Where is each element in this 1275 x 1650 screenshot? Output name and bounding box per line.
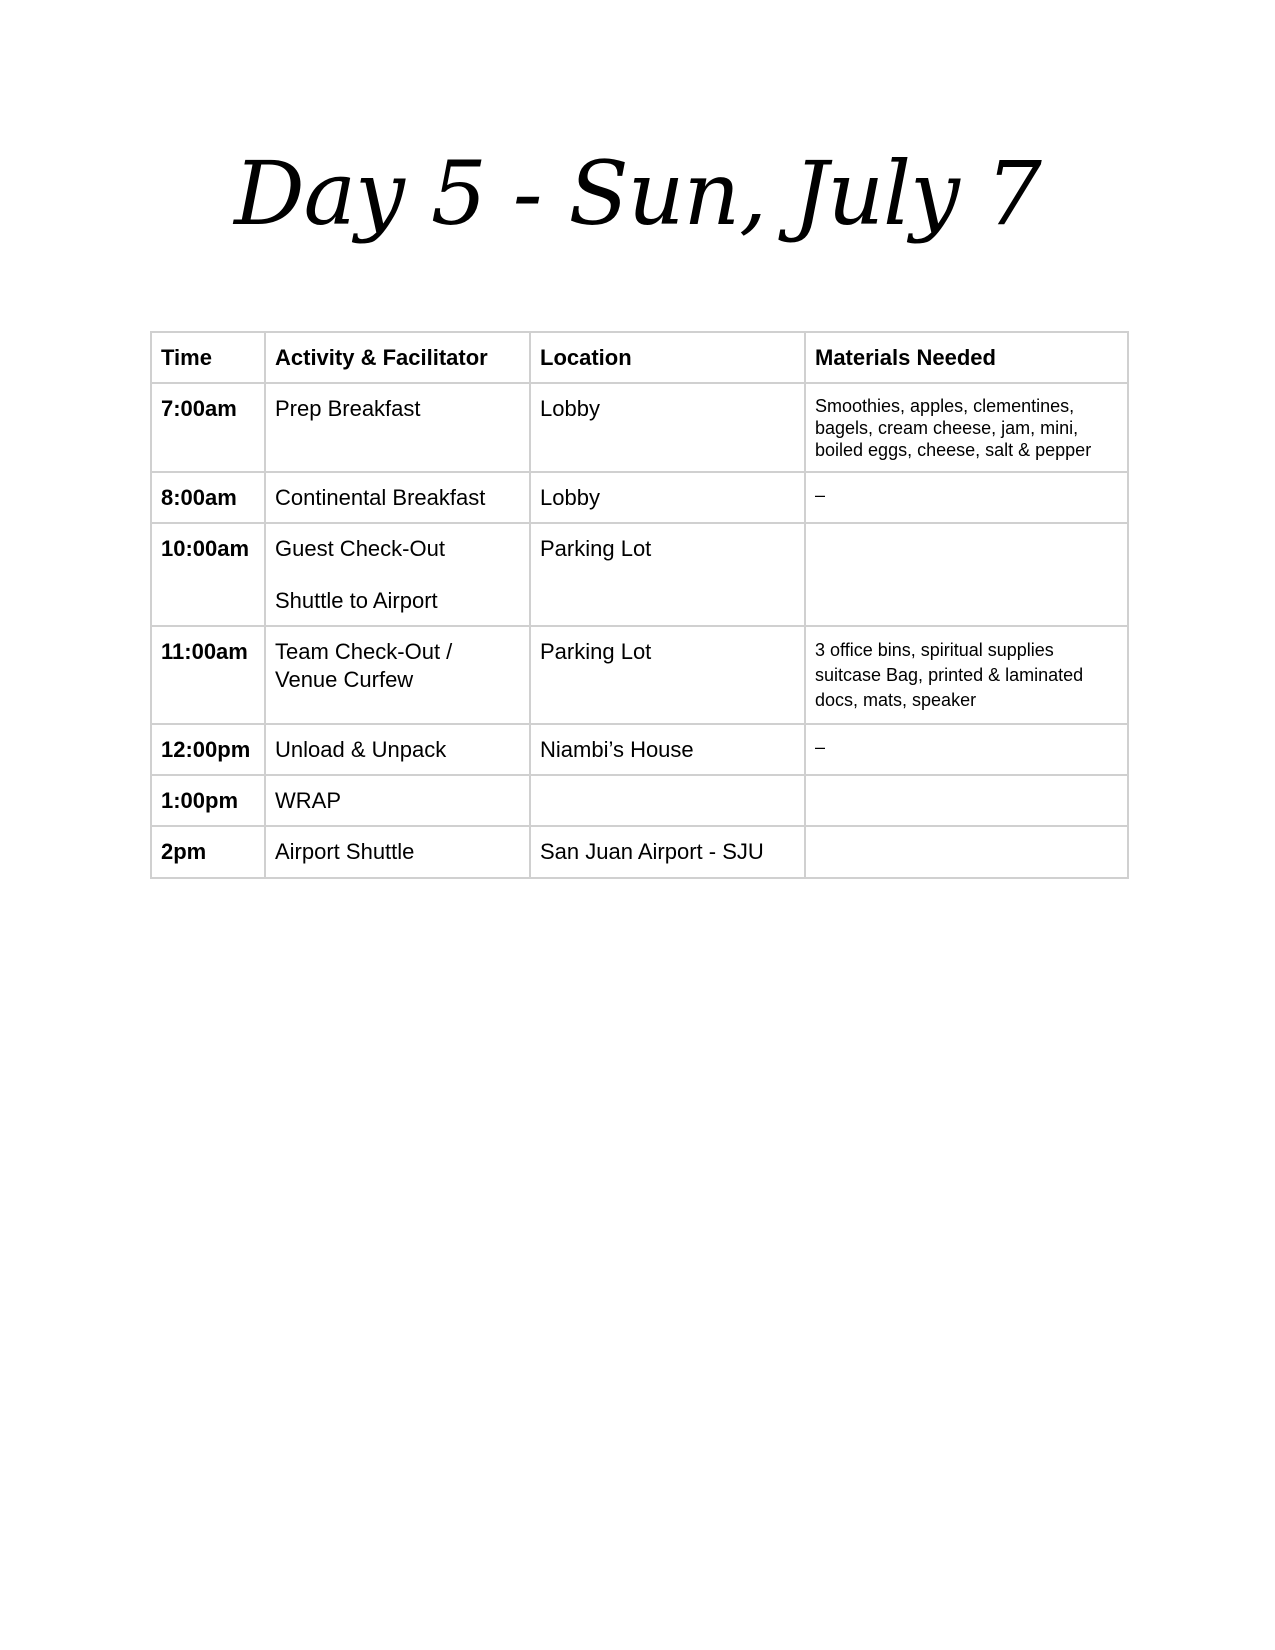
location-cell: Parking Lot — [530, 523, 805, 626]
activity-text: Airport Shuttle — [275, 839, 415, 864]
table-header-row — [151, 332, 1128, 383]
table-row — [151, 383, 1128, 472]
time-cell: 1:00pm — [151, 775, 265, 826]
activity-text: Unload & Unpack — [275, 737, 447, 762]
activity-cell — [265, 383, 530, 472]
activity-text: Shuttle to Airport — [275, 588, 438, 613]
materials-cell: – — [805, 472, 1128, 523]
time-cell: 8:00am — [151, 472, 265, 523]
activity-text: Team Check-Out / Venue Curfew — [275, 639, 453, 692]
activity-cell — [265, 775, 530, 826]
table-row — [151, 775, 1128, 826]
location-cell: Lobby — [530, 472, 805, 523]
header-location: Location — [530, 332, 805, 383]
header-materials: Materials Needed — [805, 332, 1128, 383]
schedule-table — [150, 331, 1129, 879]
time-cell: 2pm — [151, 826, 265, 878]
time-cell: 11:00am — [151, 626, 265, 724]
header-activity: Activity & Facilitator — [265, 332, 530, 383]
time-cell: 7:00am — [151, 383, 265, 472]
table-row — [151, 523, 1128, 626]
materials-cell — [805, 826, 1128, 878]
activity-cell — [265, 724, 530, 775]
location-cell: Lobby — [530, 383, 805, 472]
materials-cell: Smoothies, apples, clementines, bagels, cream cheese, jam, mini, boiled eggs, cheese, salt & pepper — [805, 383, 1128, 472]
activity-text: Prep Breakfast — [275, 396, 421, 421]
materials-cell — [805, 775, 1128, 826]
activity-cell — [265, 523, 530, 626]
location-cell: Niambi’s House — [530, 724, 805, 775]
activity-cell — [265, 472, 530, 523]
location-cell — [530, 775, 805, 826]
activity-cell — [265, 626, 530, 724]
table-row — [151, 826, 1128, 878]
table-row — [151, 626, 1128, 724]
time-cell: 10:00am — [151, 523, 265, 626]
location-cell: Parking Lot — [530, 626, 805, 724]
activity-text: Continental Breakfast — [275, 485, 486, 510]
materials-cell — [805, 523, 1128, 626]
table-row — [151, 724, 1128, 775]
materials-cell: 3 office bins, spiritual supplies suitcase Bag, printed & laminated docs, mats, speaker — [805, 626, 1128, 724]
activity-text: Guest Check-Out — [275, 536, 445, 561]
header-time: Time — [151, 332, 265, 383]
page-title: Day 5 - Sun, July 7 — [234, 142, 1041, 245]
table-row — [151, 472, 1128, 523]
location-cell: San Juan Airport - SJU — [530, 826, 805, 878]
time-cell: 12:00pm — [151, 724, 265, 775]
materials-cell: – — [805, 724, 1128, 775]
activity-cell — [265, 826, 530, 878]
activity-text: WRAP — [275, 788, 341, 813]
